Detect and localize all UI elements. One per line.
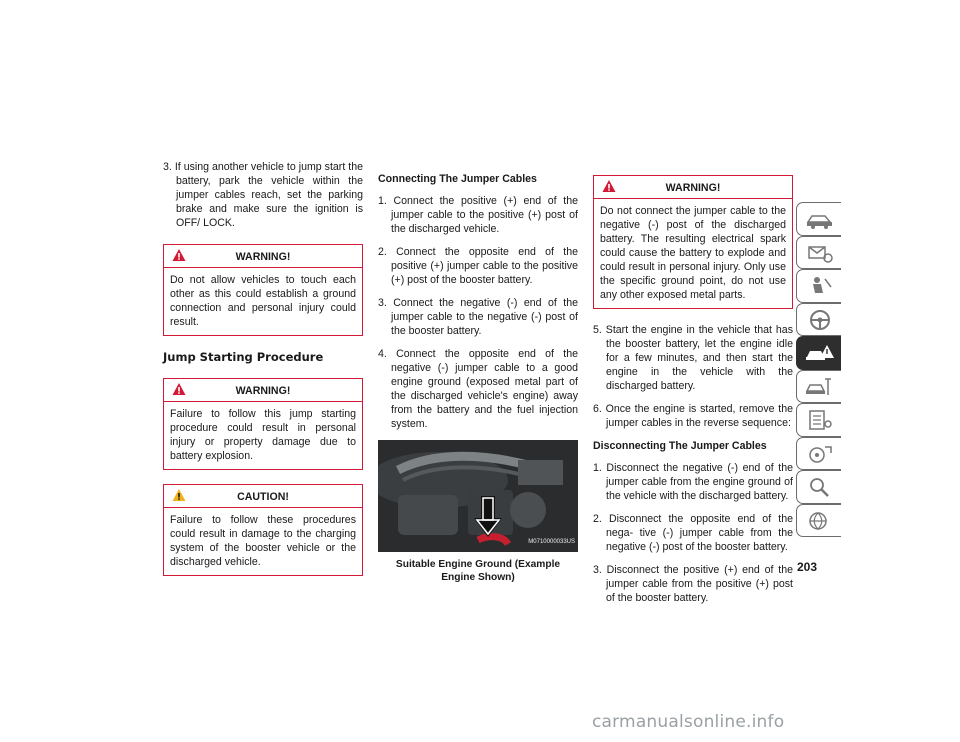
tab-languages[interactable] — [796, 504, 841, 538]
seat-safety-icon — [805, 275, 835, 297]
page-number: 203 — [797, 560, 818, 574]
disconnect-step-3: 3. Disconnect the positive (+) end of the jumper cable from the positive (+) post of the booster battery. — [593, 564, 793, 604]
disconnecting-heading: Disconnecting The Jumper Cables — [593, 440, 767, 452]
tab-multimedia[interactable] — [796, 437, 841, 471]
disconnect-step-1: 1. Disconnect the negative (-) end of the jumper cable from the engine ground of the vehicle with the discharged battery. — [593, 462, 793, 502]
car-warning-icon — [805, 342, 835, 364]
warning-title: WARNING! — [235, 251, 291, 263]
engine-ground-photo — [378, 440, 578, 552]
steering-wheel-icon — [805, 309, 835, 331]
checklist-icon — [805, 409, 835, 431]
column-middle — [378, 172, 578, 584]
warning-box-2 — [163, 378, 363, 470]
car-service-tools-icon — [805, 376, 835, 398]
step-3-text: 3. If using another vehicle to jump start the battery, park the vehicle within the jumper cables reach, set the parking brake and make sure the ignition is OFF/ LOCK. — [163, 161, 363, 229]
warning-body: Do not allow vehicles to touch each other as this could establish a ground connection and personal injury could result. — [170, 274, 356, 328]
caution-box — [163, 484, 363, 576]
column-right — [593, 175, 793, 614]
chapter-tabs — [796, 202, 841, 537]
tab-getting-to-know[interactable] — [796, 202, 841, 236]
warning-title: WARNING! — [235, 385, 291, 397]
column-left — [163, 160, 363, 590]
tab-keys[interactable] — [796, 236, 841, 270]
watermark: carmanualsonline.info — [592, 712, 785, 732]
tab-driving[interactable] — [796, 303, 841, 337]
connecting-heading: Connecting The Jumper Cables — [378, 173, 537, 185]
tab-servicing[interactable] — [796, 370, 841, 404]
disconnect-step-2: 2. Disconnect the opposite end of the nega- tive (-) jumper cable from the negative (-) post of the booster battery. — [593, 513, 793, 553]
connect-step-1: 1. Connect the positive (+) end of the jumper cable to the positive (+) post of the discharged vehicle. — [378, 195, 578, 235]
warning-body: Failure to follow this jump starting procedure could result in personal injury or property damage due to battery explosion. — [170, 408, 356, 462]
tab-index[interactable] — [796, 470, 841, 504]
magnifier-icon — [805, 476, 835, 498]
section-title: Jump Starting Procedure — [163, 350, 324, 364]
connect-step-3: 3. Connect the negative (-) end of the jumper cable to the negative (-) post of the booster battery. — [378, 297, 578, 337]
tab-emergencies[interactable] — [796, 336, 841, 370]
car-dashboard-icon — [805, 208, 835, 230]
caution-body: Failure to follow these procedures could result in damage to the charging system of the booster vehicle or the discharged vehicle. — [170, 514, 356, 568]
connect-step-4: 4. Connect the opposite end of the negative (-) jumper cable to a good engine ground (exposed metal part of the discharged vehicle's engine) away from the battery and the fuel injection system. — [378, 348, 578, 430]
step-5-text: 5. Start the engine in the vehicle that has the booster battery, let the engine idle for a few minutes, and then start the engine in the vehicle with the discharged battery. — [593, 324, 793, 392]
connect-step-2: 2. Connect the opposite end of the positive (+) jumper cable to the positive (+) post of the booster battery. — [378, 246, 578, 286]
caution-title: CAUTION! — [237, 491, 289, 503]
warning-box-3 — [593, 175, 793, 309]
language-globe-icon — [805, 510, 835, 532]
car-key-envelope-icon — [805, 242, 835, 264]
warning-title: WARNING! — [665, 182, 721, 194]
warning-body: Do not connect the jumper cable to the negative (-) post of the discharged battery. The resulting electrical spark could cause the battery to explode and could result in personal injury. Only use the specific ground point, do not use any other exposed metal parts. — [600, 205, 786, 301]
media-icon — [805, 443, 835, 465]
warning-box-1 — [163, 244, 363, 336]
tab-specifications[interactable] — [796, 403, 841, 437]
image-code: M0710000033US — [528, 539, 575, 545]
step-6-text: 6. Once the engine is started, remove the jumper cables in the reverse sequence: — [593, 403, 793, 429]
image-caption: Suitable Engine Ground (Example Engine Shown) — [395, 559, 561, 583]
tab-safety[interactable] — [796, 269, 841, 303]
